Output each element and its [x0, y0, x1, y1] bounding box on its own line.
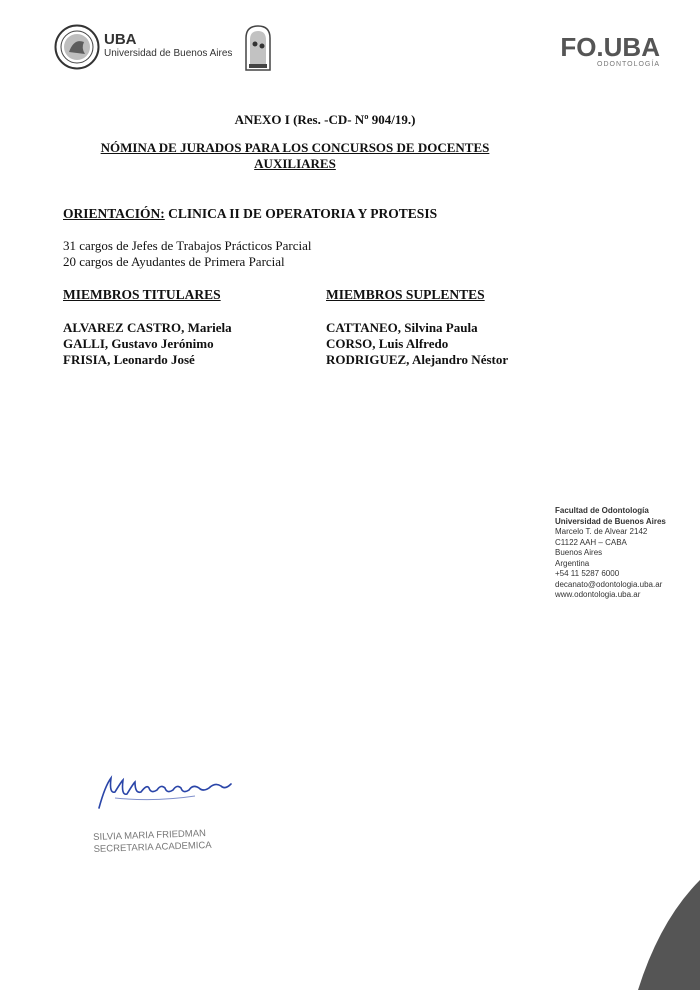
contact-university: Universidad de Buenos Aires	[555, 516, 666, 526]
corner-decoration	[630, 880, 700, 990]
titulares-list	[63, 320, 232, 368]
suplente-member: RODRIGUEZ, Alejandro Néstor	[326, 352, 509, 367]
position-item: 20 cargos de Ayudantes de Primera Parcial	[63, 254, 285, 269]
annex-title: ANEXO I (Res. -CD- Nº 904/19.)	[234, 112, 416, 127]
position-item: 31 cargos de Jefes de Trabajos Prácticos Parcial	[63, 238, 312, 253]
titulares-heading: MIEMBROS TITULARES	[63, 287, 221, 302]
handwritten-signature	[95, 768, 245, 816]
uba-wordmark	[104, 32, 232, 60]
contact-website: www.odontologia.uba.ar	[555, 590, 641, 599]
titular-member: ALVAREZ CASTRO, Mariela	[63, 320, 232, 335]
contact-line: Argentina	[555, 558, 590, 568]
uba-seal-logo	[54, 24, 100, 70]
orientation-value: CLINICA II DE OPERATORIA Y PROTESIS	[168, 206, 438, 221]
contact-line: Buenos Aires	[555, 548, 603, 557]
suplente-member: CATTANEO, Silvina Paula	[326, 320, 478, 335]
contact-faculty: Facultad de Odontología	[555, 506, 649, 515]
orientation-label: ORIENTACIÓN:	[63, 206, 165, 221]
signer-name: SILVIA MARIA FRIEDMAN	[93, 828, 207, 843]
faculty-crest-icon	[243, 24, 273, 72]
orientation	[63, 206, 437, 222]
nomina-line-2: AUXILIARES	[254, 156, 336, 171]
signer-role: SECRETARIA ACADEMICA	[93, 839, 212, 855]
suplentes-heading: MIEMBROS SUPLENTES	[326, 287, 485, 302]
signature-stamp	[93, 828, 212, 856]
fo-uba-subtitle: ODONTOLOGÍA	[597, 61, 660, 68]
contact-line: C1122 AAH – CABA	[555, 537, 627, 547]
titular-member: GALLI, Gustavo Jerónimo	[63, 336, 214, 351]
nomina-title	[92, 140, 498, 172]
suplente-member: CORSO, Luis Alfredo	[326, 336, 449, 351]
contact-line: Marcelo T. de Alvear 2142	[555, 527, 648, 536]
contact-block	[555, 506, 666, 601]
titular-member: FRISIA, Leonardo José	[63, 352, 195, 367]
positions-list	[63, 238, 312, 270]
contact-email: decanato@odontologia.uba.ar	[555, 579, 663, 589]
nomina-line-1: NÓMINA DE JURADOS PARA LOS CONCURSOS DE DOCENTES	[100, 140, 490, 155]
uba-label: UBA	[104, 31, 137, 48]
contact-line: +54 11 5287 6000	[555, 569, 620, 578]
university-name: Universidad de Buenos Aires	[104, 48, 233, 59]
fo-uba-logo	[560, 34, 660, 68]
fo-uba-wordmark: FO.UBA	[560, 32, 660, 62]
suplentes-list	[326, 320, 508, 368]
